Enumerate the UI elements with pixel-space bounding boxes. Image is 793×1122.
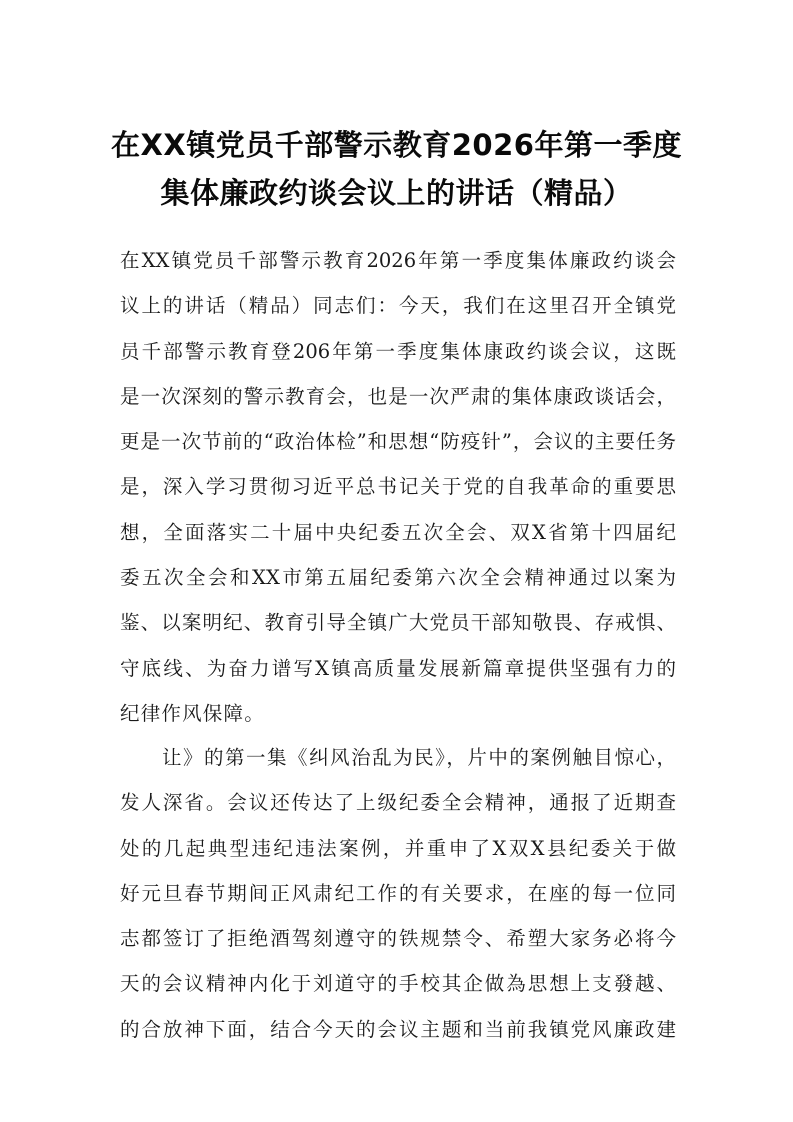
paragraph-1 xyxy=(120,238,676,736)
paragraph-1-line: 更是一次节前的“政治体检”和思想“防疫针”，会议的主要任务 xyxy=(120,430,676,454)
paragraph-1-line: 是，深入学习贯彻习近平总书记关于党的自我革命的重要思 xyxy=(120,475,676,499)
paragraph-2-line: 处的几起典型违纪违法案例，并重申了X双X县纪委关于做 xyxy=(120,836,676,860)
paragraph-2-line: 好元旦春节期间正风肃纪工作的有关要求，在座的每一位同 xyxy=(120,881,676,905)
paragraph-1-line: 想，全面落实二十届中央纪委五次全会、双X省第十四届纪 xyxy=(120,520,676,544)
paragraph-1-line: 鉴、以案明纪、教育引导全镇广大党员干部知敬畏、存戒惧、 xyxy=(120,611,676,635)
paragraph-1-line: 员千部警示教育登206年第一季度集体康政约谈会议，这既 xyxy=(120,339,676,363)
document-title-line-1: 在XX镇党员千部警示教育2026年第一季度 xyxy=(111,128,682,162)
paragraph-2 xyxy=(120,735,676,1052)
paragraph-1-line: 在XX镇党员千部警示教育2026年第一季度集体廉政约谈会 xyxy=(120,249,676,272)
paragraph-1-line: 守底线、为奋力谱写X镇高质量发展新篇章提供坚强有力的 xyxy=(120,656,676,680)
paragraph-2-line: 的合放神下面，结合今天的会议主题和当前我镇党风廉政建 xyxy=(120,1017,676,1041)
paragraph-1-line: 是一次深刻的警示教育会，也是一次严肃的集体康政谈话会， xyxy=(120,384,676,408)
paragraph-1-line: 议上的讲话（精品）同志们：今天，我们在这里召开全镇党 xyxy=(120,294,676,318)
paragraph-1-line: 纪律作风保障。 xyxy=(120,701,265,725)
document-title-line-2: 集体廉政约谈会议上的讲话（精品） xyxy=(160,176,633,210)
paragraph-2-line: 天的会议精神内化于刘道守的手校其企做為思想上支發越、 xyxy=(120,972,676,996)
paragraph-2-line: 让》的第一集《纠风治乱为民》，片中的案例触目惊心， xyxy=(162,746,676,769)
paragraph-1-line: 委五次全会和XX市第五届纪委第六次全会精神通过以案为 xyxy=(120,566,676,590)
paragraph-2-line: 发人深省。会议还传达了上级纪委全会精神，通报了近期查 xyxy=(120,791,676,815)
paragraph-2-line: 志都签订了拒绝酒驾刻遵守的铁规禁令、希塑大家务必将今 xyxy=(120,927,676,951)
